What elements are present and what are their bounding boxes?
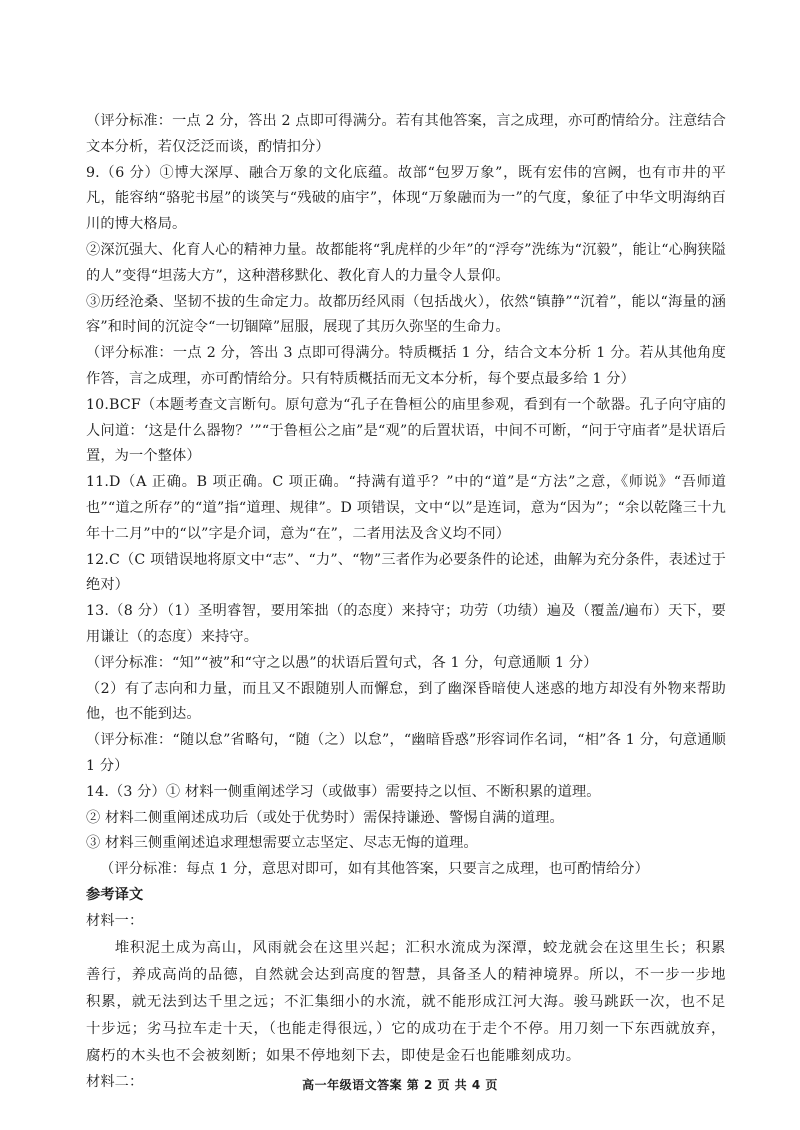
answer-q11: 11.D（A 正确。B 项正确。C 项正确。“持满有道乎？”中的“道”是“方法”之意，《师说》“吾师道也”“道之所存”的“道”指“道理、规律”。D 项错误，文中“以”是连词，意为“因为”；“余以乾隆三十九年十二月”中的“以”字是介词，意为“在”，二者用法及含义均不同） bbox=[86, 474, 726, 542]
answer-q14-point2: ② 材料二侧重阐述成功后（或处于优势时）需保持谦逊、警惕自满的道理。 bbox=[86, 809, 564, 826]
answer-q13-part1: 13.（8 分）（1）圣明睿智，要用笨拙（的态度）来持守；功劳（功绩）遍及（覆盖/遍布）天下，要用谦让（的态度）来持守。 bbox=[86, 603, 726, 645]
material2-label: 材料二： bbox=[86, 1073, 144, 1090]
scoring-note-q13-part1: （评分标准：“知”“被”和“守之以愚”的状语后置句式，各 1 分，句意通顺 1 分） bbox=[86, 654, 598, 671]
answer-q12: 12.C（C 项错误地将原文中“志”、“力”、“物”三者作为必要条件的论述，曲解为充分条件，表述过于绝对） bbox=[86, 551, 726, 594]
answer-q14-point1: 14.（3 分）① 材料一侧重阐述学习（或做事）需要持之以恒、不断积累的道理。 bbox=[86, 783, 601, 800]
material1-translation: 堆积泥土成为高山，风雨就会在这里兴起；汇积水流成为深潭，蛟龙就会在这里生长；积累善行，养成高尚的品德，自然就会达到高度的智慧，具备圣人的精神境界。所以，不一步一步地积累，就无法到达千里之远；不汇集细小的水流，就不能形成江河大海。骏马跳跃一次，也不足十步远；劣马拉车走十天，（也能走得很远，）它的成功在于走个不停。用刀刻一下东西就放弃，腐朽的木头也不会被刻断；如果不停地刻下去，即使是金石也能雕刻成功。 bbox=[86, 939, 726, 1064]
answer-q10: 10.BCF（本题考查文言断句。原句意为“孔子在鲁桓公的庙里参观，看到有一个欹器。孔子向守庙的人问道：‘这是什么器物？’”“于鲁桓公之庙”是“观”的后置状语，中间不可断，“问于守庙者”是状语后置，为一个整体） bbox=[86, 396, 726, 465]
scoring-note-q9: （评分标准：一点 2 分，答出 3 点即可得满分。特质概括 1 分，结合文本分析 1 分。若从其他角度作答，言之成理，亦可酌情给分。只有特质概括而无文本分析，每个要点最多给 1 分） bbox=[86, 345, 726, 387]
scoring-note-q14: （评分标准：每点 1 分，意思对即可，如有其他答案，只要言之成理，也可酌情给分） bbox=[100, 861, 649, 878]
translation-heading: 参考译文 bbox=[86, 886, 144, 903]
answer-q14-point3: ③ 材料三侧重阐述追求理想需要立志坚定、尽志无悔的道理。 bbox=[86, 835, 478, 852]
page-footer: 高一年级语文答案 第 2 页 共 4 页 bbox=[302, 1078, 498, 1092]
scoring-note-q13-part2: （评分标准：“随以怠”省略句，“随（之）以怠”，“幽暗昏惑”形容词作名词，“相”各 1 分，句意通顺 1 分） bbox=[86, 732, 726, 774]
answer-q9-point1: 9.（6 分）①博大深厚、融合万象的文化底蕴。故部“包罗万象”，既有宏伟的宫阙，也有市井的平凡，能容纳“骆驼书屋”的谈笑与“残破的庙宇”，体现“万象融而为一”的气度，象征了中华文明海纳百川的博大格局。 bbox=[86, 164, 726, 233]
answer-q9-point2: ②深沉强大、化育人心的精神力量。故都能将“乳虎样的少年”的“浮夸”洗练为“沉毅”，能让“心胸狭隘的人”变得“坦荡大方”，这种潜移默化、教化育人的力量令人景仰。 bbox=[86, 241, 726, 284]
scoring-note-q8: （评分标准：一点 2 分，答出 2 点即可得满分。若有其他答案，言之成理，亦可酌情给分。注意结合文本分析，若仅泛泛而谈，酌情扣分） bbox=[86, 113, 726, 155]
answer-q13-part2: （2）有了志向和力量，而且又不跟随别人而懈怠，到了幽深昏暗使人迷惑的地方却没有外物来帮助他，也不能到达。 bbox=[86, 680, 726, 723]
material1-label: 材料一： bbox=[86, 912, 144, 929]
answer-content bbox=[86, 109, 726, 1095]
answer-q9-point3: ③历经沧桑、坚韧不拔的生命定力。故都历经风雨（包括战火），依然“镇静”“沉着”，能以“海量的涵容”和时间的沉淀令“一切锢障”屈服，展现了其历久弥坚的生命力。 bbox=[86, 293, 726, 336]
